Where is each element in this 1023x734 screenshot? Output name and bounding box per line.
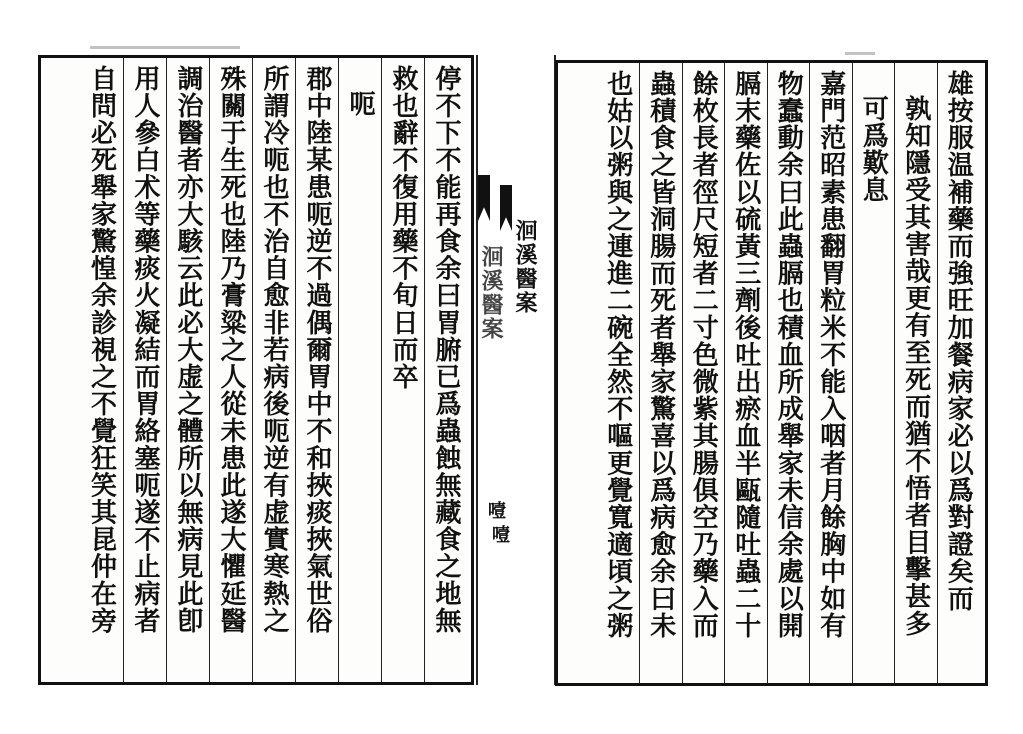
book-title: 洄溪醫案 (512, 219, 538, 315)
column-text: 自問必死舉家驚惶余診視之不覺狂笑其昆仲在旁 (86, 65, 117, 635)
text-column (209, 58, 252, 682)
text-column (597, 63, 640, 683)
text-column (424, 58, 467, 682)
right-page-columns (562, 63, 979, 683)
text-column (123, 58, 166, 682)
fishtail-mark-icon (478, 175, 490, 221)
text-column (682, 63, 725, 683)
book-title: 洄溪醫案 (478, 245, 504, 341)
commentary-text: 雄按服温補藥而強旺加餐病家必以爲對證矣而 (943, 70, 974, 612)
column-text: 也姑以粥與之連進二碗全然不嘔更覺寬適頃之粥 (602, 70, 633, 640)
commentary-text: 可爲歎息 (858, 95, 889, 204)
column-text: 所謂冷呃也不治自愈非若病後呃逆有虚實寒熱之 (259, 65, 289, 635)
section-heading: 呃 (345, 90, 375, 118)
commentary-text: 孰知隱受其害哉更有至死而猶不悟者目擊甚多 (900, 95, 931, 637)
print-smudge (90, 46, 240, 49)
text-column (295, 58, 338, 682)
column-text: 停不下不能再食余曰胃腑已爲蟲蝕無藏食之地無 (431, 65, 461, 635)
left-page (38, 55, 474, 685)
text-column (894, 63, 937, 683)
column-text: 嘉門范昭素患翻胃粒米不能入咽者月餘胸中如有 (815, 70, 846, 640)
page-fold (476, 55, 554, 685)
column-text: 餘枚長者徑尺短者二寸色微紫其腸俱空乃藥入而 (688, 70, 719, 640)
column-text: 蟲積食之皆洞腸而死者舉家驚喜以爲病愈余曰未 (645, 70, 676, 640)
column-text: 救也辭不復用藥不旬日而卒 (388, 65, 418, 391)
text-column (381, 58, 424, 682)
column-text: 郡中陸某患呃逆不過偶爾胃中不和挾痰挾氣世俗 (302, 65, 332, 635)
left-page-columns (49, 58, 467, 682)
text-column (852, 63, 895, 683)
fold-border (476, 55, 478, 685)
text-column (767, 63, 810, 683)
text-column (166, 58, 209, 682)
text-column (338, 58, 381, 682)
column-text: 殊關于生死也陸乃膏粱之人從未患此遂大懼延醫 (216, 65, 246, 635)
section-mark: 噎 (489, 525, 510, 543)
column-text: 物蠢動余曰此蟲膈也積血所成舉家未信余處以開 (773, 70, 804, 640)
column-text: 膈末藥佐以硫黃三劑後吐出瘀血半甌隨吐蟲二十 (730, 70, 761, 640)
right-page (555, 60, 988, 686)
text-column (252, 58, 295, 682)
text-column (639, 63, 682, 683)
column-text: 用人參白术等藥痰火凝結而胃絡塞呃遂不止病者 (130, 65, 160, 635)
text-column (937, 63, 980, 683)
print-smudge (845, 52, 875, 55)
column-text: 調治醫者亦大駭云此必大虚之體所以無病見此卽 (173, 65, 203, 635)
text-column (80, 58, 123, 682)
text-column (724, 63, 767, 683)
text-column (809, 63, 852, 683)
section-mark: 噎 (485, 501, 506, 519)
